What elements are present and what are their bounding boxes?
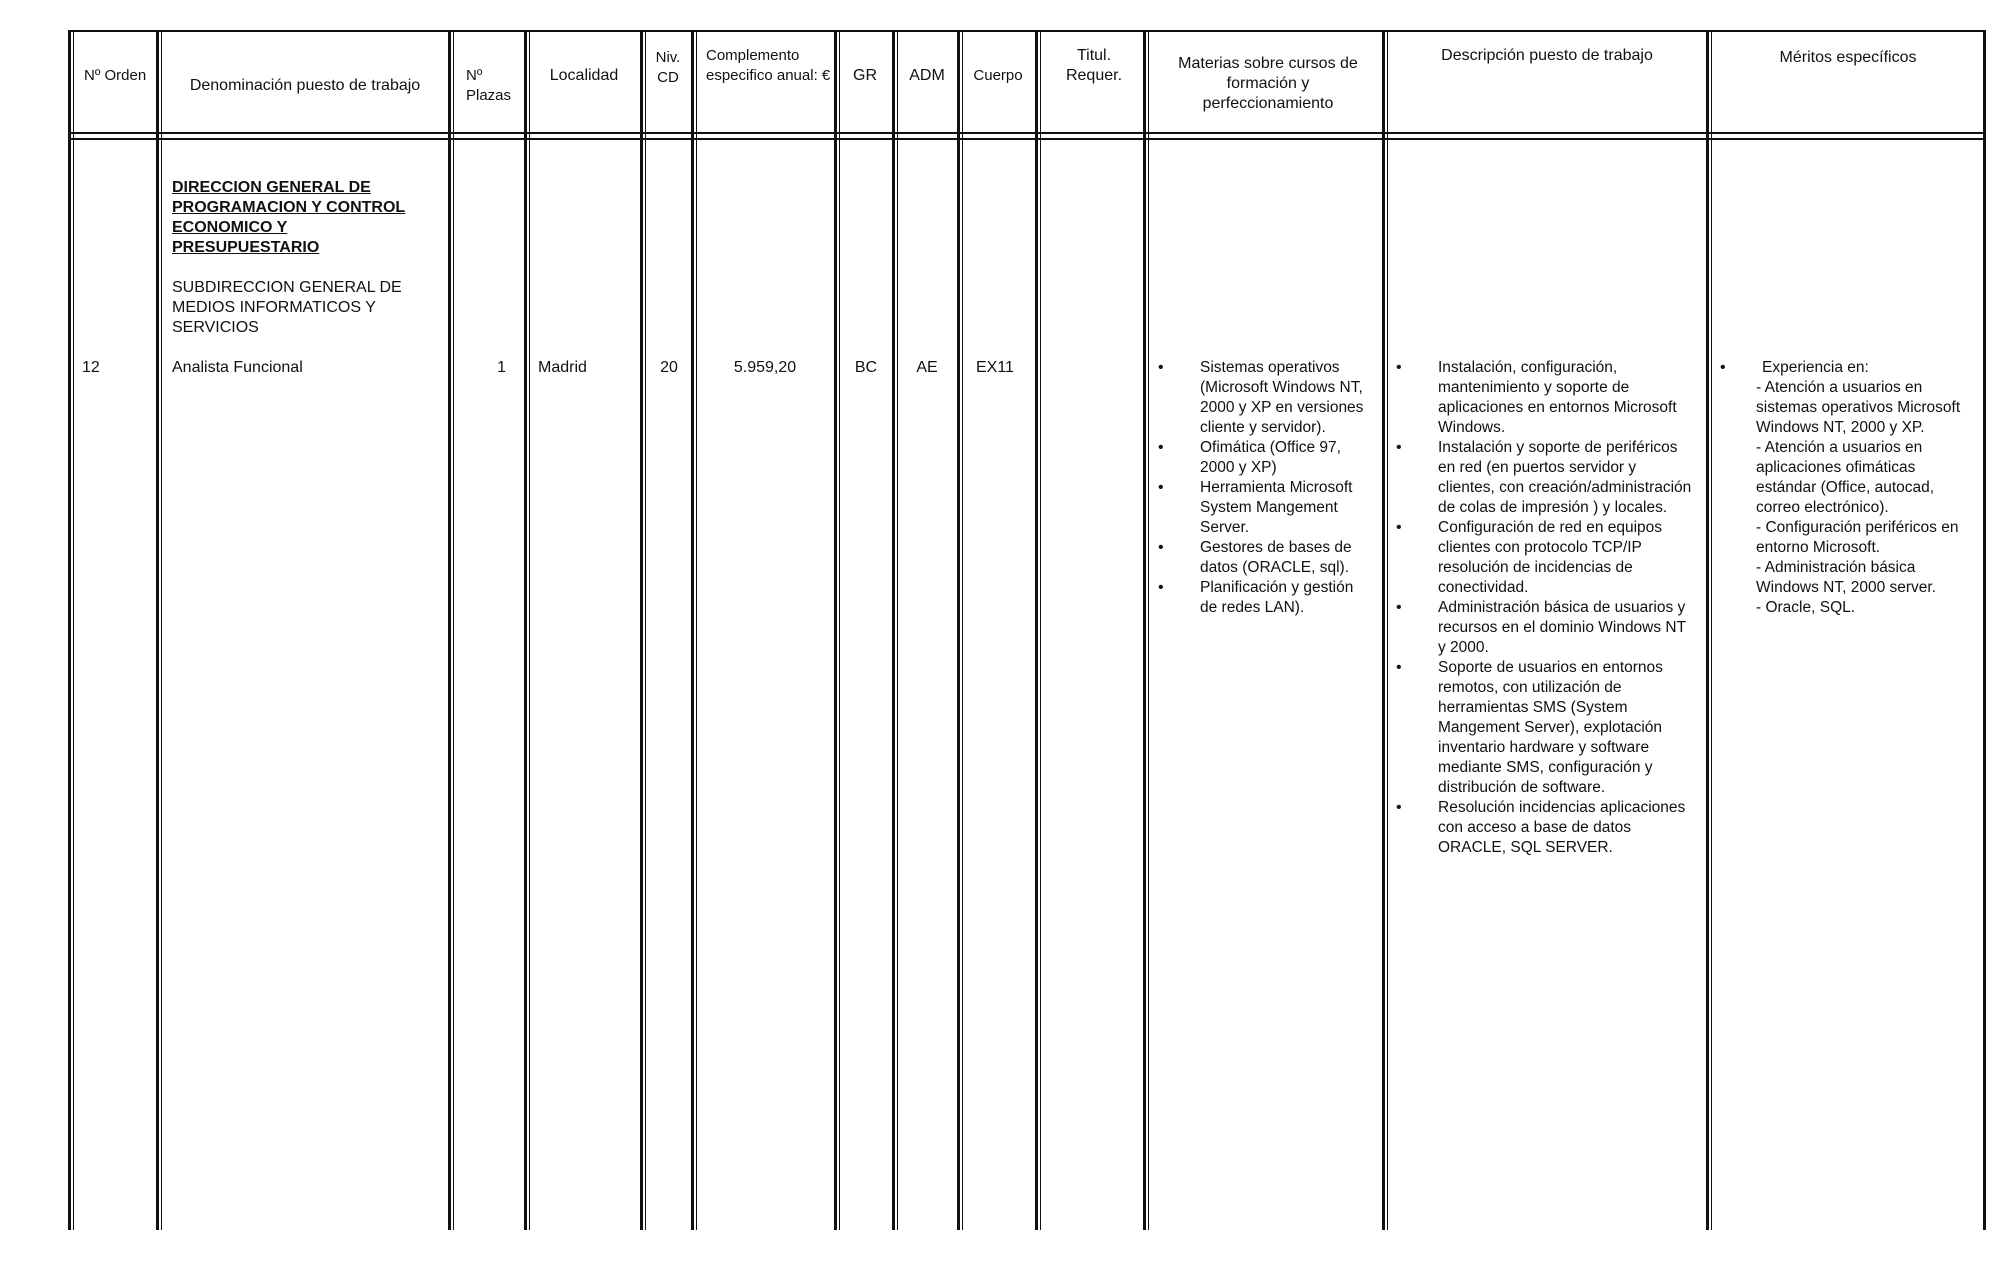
header-bottom-border bbox=[68, 132, 1986, 134]
header-localidad: Localidad bbox=[549, 67, 619, 84]
col-border bbox=[1983, 30, 1986, 1230]
header-titul: Titul. Requer. bbox=[1065, 47, 1123, 84]
header-materias: Materias sobre cursos de formación y perfeccionamiento bbox=[1178, 55, 1358, 112]
header-cuerpo: Cuerpo bbox=[973, 67, 1023, 84]
col-border bbox=[892, 30, 895, 1230]
header-complemento: Complemento especifico anual: € bbox=[706, 47, 831, 84]
col-border bbox=[1035, 30, 1038, 1230]
col-border bbox=[691, 30, 694, 1230]
col-border bbox=[1706, 30, 1709, 1230]
header-top-border bbox=[68, 30, 1986, 32]
col-border bbox=[897, 30, 898, 1230]
col-border bbox=[161, 30, 162, 1230]
header-denominacion: Denominación puesto de trabajo bbox=[189, 77, 421, 94]
materias-item: • Gestores de bases de datos (ORACLE, sql). bbox=[1158, 538, 1370, 578]
descripcion-item: • Instalación y soporte de periféricos en red (en puertos servidor y clientes, con creación/administración de colas de impresión ) y locales. bbox=[1396, 438, 1694, 518]
descripcion-item: • Soporte de usuarios en entornos remotos, con utilización de herramientas SMS (System Mangement Server), explotación inventario hardware y software mediante SMS, configuración y distribución de software. bbox=[1396, 658, 1694, 798]
row-denominacion: Analista Funcional bbox=[172, 359, 303, 376]
meritos-list bbox=[1684, 378, 1970, 618]
row-descripcion bbox=[1396, 358, 1694, 858]
col-border bbox=[645, 30, 646, 1230]
header-gr: GR bbox=[853, 67, 877, 84]
col-border bbox=[640, 30, 643, 1230]
meritos-line: - Administración básica Windows NT, 2000 server. bbox=[1756, 559, 1937, 596]
row-nivel: 20 bbox=[660, 359, 678, 376]
row-orden: 12 bbox=[82, 359, 100, 376]
col-border bbox=[448, 30, 451, 1230]
row-localidad: Madrid bbox=[538, 359, 587, 376]
col-border bbox=[1040, 30, 1041, 1230]
header-descripcion: Descripción puesto de trabajo bbox=[1441, 47, 1653, 64]
meritos-item bbox=[1720, 358, 1970, 378]
row-cuerpo: EX11 bbox=[976, 359, 1014, 376]
row-materias bbox=[1158, 358, 1370, 618]
row-adm: AE bbox=[916, 359, 938, 376]
col-border bbox=[453, 30, 454, 1230]
col-border bbox=[1711, 30, 1712, 1230]
section-subdireccion: SUBDIRECCION GENERAL DE MEDIOS INFORMATICOS Y SERVICIOS bbox=[172, 279, 402, 336]
col-border bbox=[524, 30, 527, 1230]
header-adm: ADM bbox=[909, 67, 945, 84]
materias-item: • Ofimática (Office 97, 2000 y XP) bbox=[1158, 438, 1370, 478]
row-gr: BC bbox=[854, 359, 878, 376]
col-border bbox=[1382, 30, 1385, 1230]
descripcion-item: • Administración básica de usuarios y recursos en el dominio Windows NT y 2000. bbox=[1396, 598, 1694, 658]
descripcion-item: • Resolución incidencias aplicaciones con acceso a base de datos ORACLE, SQL SERVER. bbox=[1396, 798, 1694, 858]
meritos-line: - Atención a usuarios en aplicaciones ofimáticas estándar (Office, autocad, correo electrónico). bbox=[1756, 439, 1935, 516]
col-border bbox=[1387, 30, 1388, 1230]
row-meritos bbox=[1720, 358, 1970, 618]
col-border bbox=[68, 30, 71, 1230]
row-plazas: 1 bbox=[497, 359, 506, 376]
header-orden: Nº Orden bbox=[84, 67, 147, 84]
section-direccion: DIRECCION GENERAL DE PROGRAMACION Y CONTROL ECONOMICO Y PRESUPUESTARIO bbox=[172, 179, 406, 256]
col-border bbox=[1143, 30, 1146, 1230]
descripcion-item: • Configuración de red en equipos clientes con protocolo TCP/IP resolución de incidencias de conectividad. bbox=[1396, 518, 1694, 598]
col-border bbox=[696, 30, 697, 1230]
materias-item: • Planificación y gestión de redes LAN). bbox=[1158, 578, 1370, 618]
meritos-line: - Oracle, SQL. bbox=[1756, 599, 1856, 616]
meritos-line: - Atención a usuarios en sistemas operativos Microsoft Windows NT, 2000 y XP. bbox=[1756, 379, 1961, 436]
body-top-border bbox=[68, 138, 1986, 140]
meritos-line: - Configuración periféricos en entorno Microsoft. bbox=[1756, 519, 1959, 556]
col-border bbox=[957, 30, 960, 1230]
materias-item: • Sistemas operativos (Microsoft Windows NT, 2000 y XP en versiones cliente y servidor). bbox=[1158, 358, 1370, 438]
row-complemento: 5.959,20 bbox=[733, 359, 797, 376]
col-border bbox=[1148, 30, 1149, 1230]
col-border bbox=[834, 30, 837, 1230]
col-border bbox=[529, 30, 530, 1230]
header-meritos: Méritos específicos bbox=[1779, 49, 1917, 66]
header-nivel: Niv. CD bbox=[655, 49, 681, 86]
descripcion-item: • Instalación, configuración, mantenimiento y soporte de aplicaciones en entornos Microsoft Windows. bbox=[1396, 358, 1694, 438]
header-plazas: Nº Plazas bbox=[466, 67, 512, 104]
col-border bbox=[839, 30, 840, 1230]
col-border bbox=[962, 30, 963, 1230]
materias-item: • Herramienta Microsoft System Mangement Server. bbox=[1158, 478, 1370, 538]
meritos-title: Experiencia en: bbox=[1762, 359, 1869, 376]
col-border bbox=[73, 30, 74, 1230]
col-border bbox=[156, 30, 159, 1230]
